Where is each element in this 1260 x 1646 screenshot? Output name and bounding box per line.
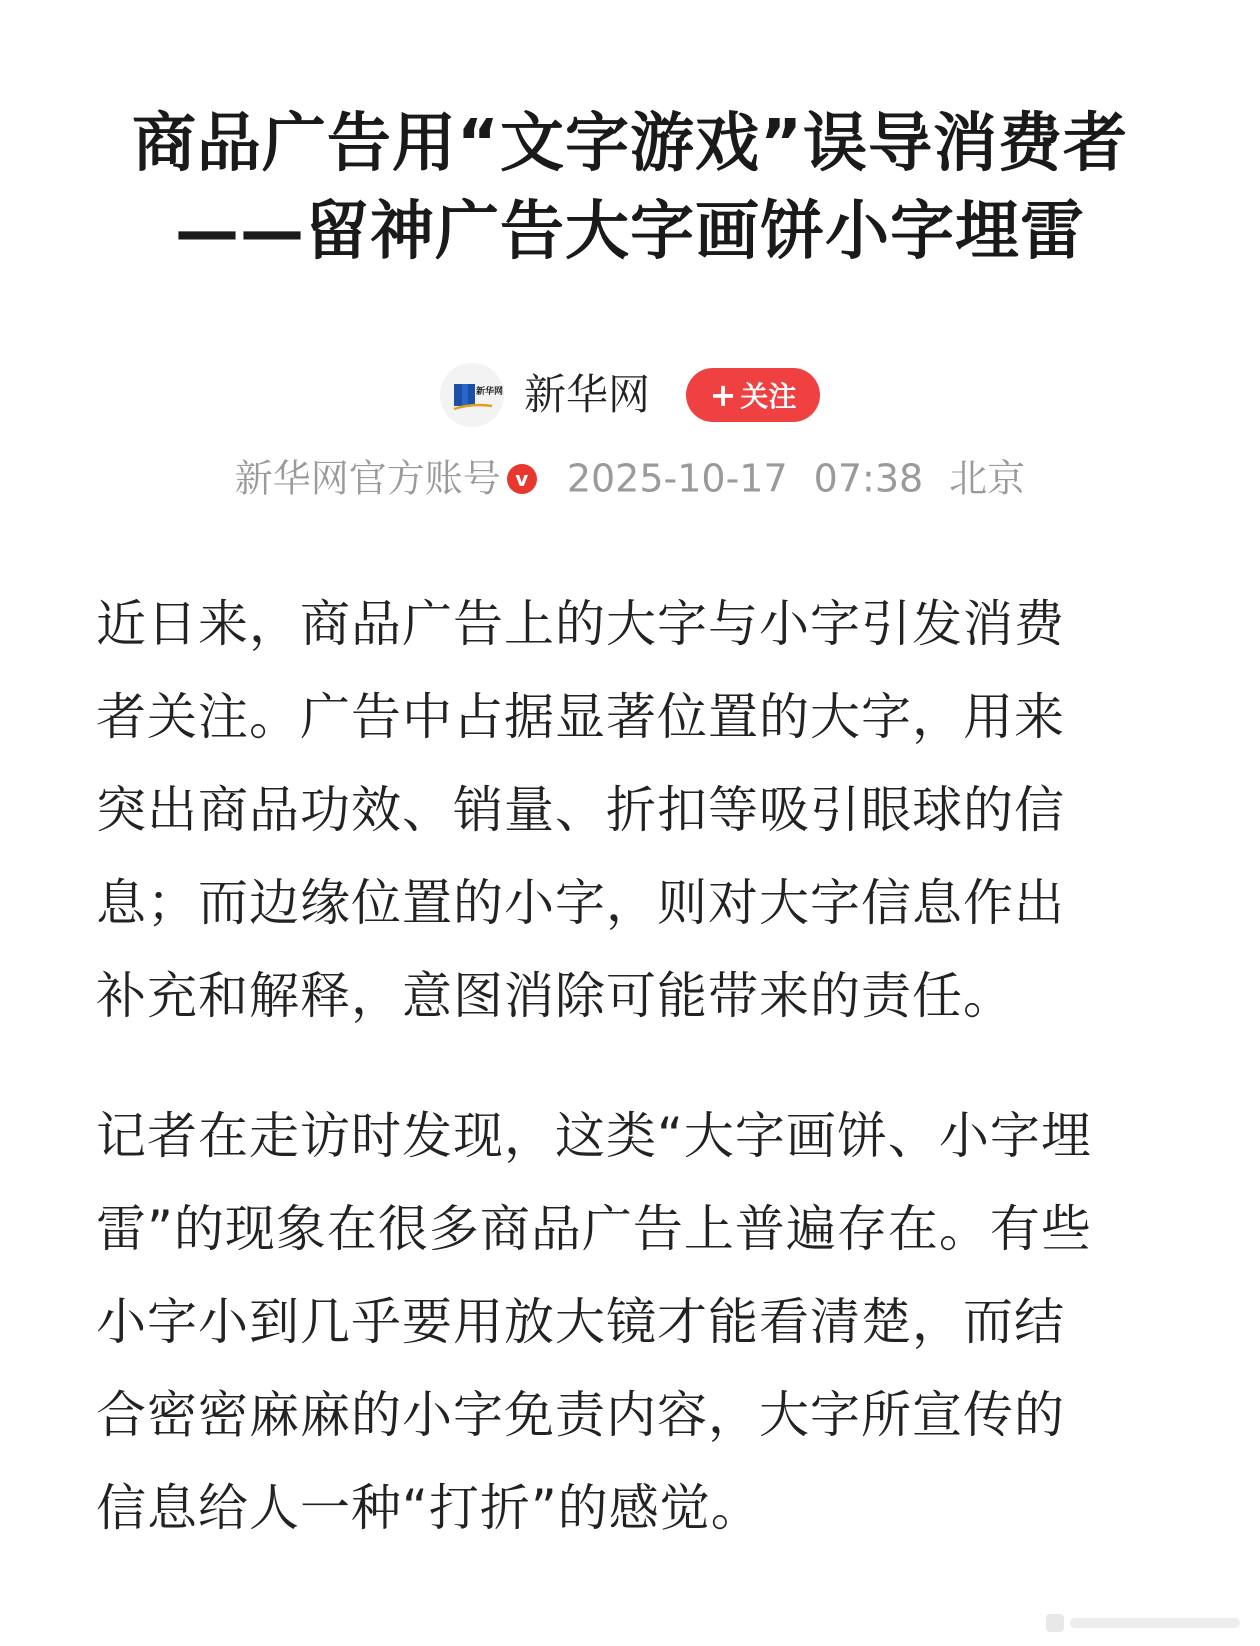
plus-icon: + xyxy=(709,376,737,414)
text-line: 信息给人一种“打折”的感觉。 xyxy=(96,1479,762,1537)
follow-button[interactable] xyxy=(686,368,820,422)
account-label: 新华网官方账号 xyxy=(234,456,501,501)
paragraph-1 xyxy=(96,578,1168,1043)
text-line: 补充和解释，意图消除可能带来的责任。 xyxy=(96,967,1014,1025)
meta-row xyxy=(0,450,1260,505)
text-line: 小字小到几乎要用放大镜才能看清楚，而结 xyxy=(96,1293,1065,1351)
author-avatar[interactable] xyxy=(440,363,504,427)
author-row xyxy=(0,355,1260,435)
text-line: 息；而边缘位置的小字，则对大字信息作出 xyxy=(96,874,1065,932)
verified-badge-icon: v xyxy=(507,464,537,494)
xinhua-logo-icon xyxy=(440,363,504,427)
article-title xyxy=(60,100,1200,276)
author-name[interactable]: 新华网 xyxy=(524,370,651,419)
text-line: 记者在走访时发现，这类“大字画饼、小字埋 xyxy=(96,1107,1092,1165)
publish-date: 2025-10-17 xyxy=(566,456,788,501)
watermark-icon xyxy=(1046,1608,1246,1638)
publish-time: 07:38 xyxy=(813,456,924,501)
paragraph-2 xyxy=(96,1090,1168,1555)
follow-label: 关注 xyxy=(740,380,797,413)
text-line: 突出商品功效、销量、折扣等吸引眼球的信 xyxy=(96,781,1065,839)
title-line-2: ——留神广告大字画饼小字埋雷 xyxy=(175,195,1085,269)
title-line-1: 商品广告用“文字游戏”误导消费者 xyxy=(131,107,1129,181)
text-line: 近日来，商品广告上的大字与小字引发消费 xyxy=(96,595,1065,653)
text-line: 合密密麻麻的小字免责内容，大字所宣传的 xyxy=(96,1386,1065,1444)
text-line: 者关注。广告中占据显著位置的大字，用来 xyxy=(96,688,1065,746)
text-line: 雷”的现象在很多商品广告上普遍存在。有些 xyxy=(96,1200,1092,1258)
svg-text:新华网: 新华网 xyxy=(476,387,504,397)
publish-location: 北京 xyxy=(949,456,1026,501)
